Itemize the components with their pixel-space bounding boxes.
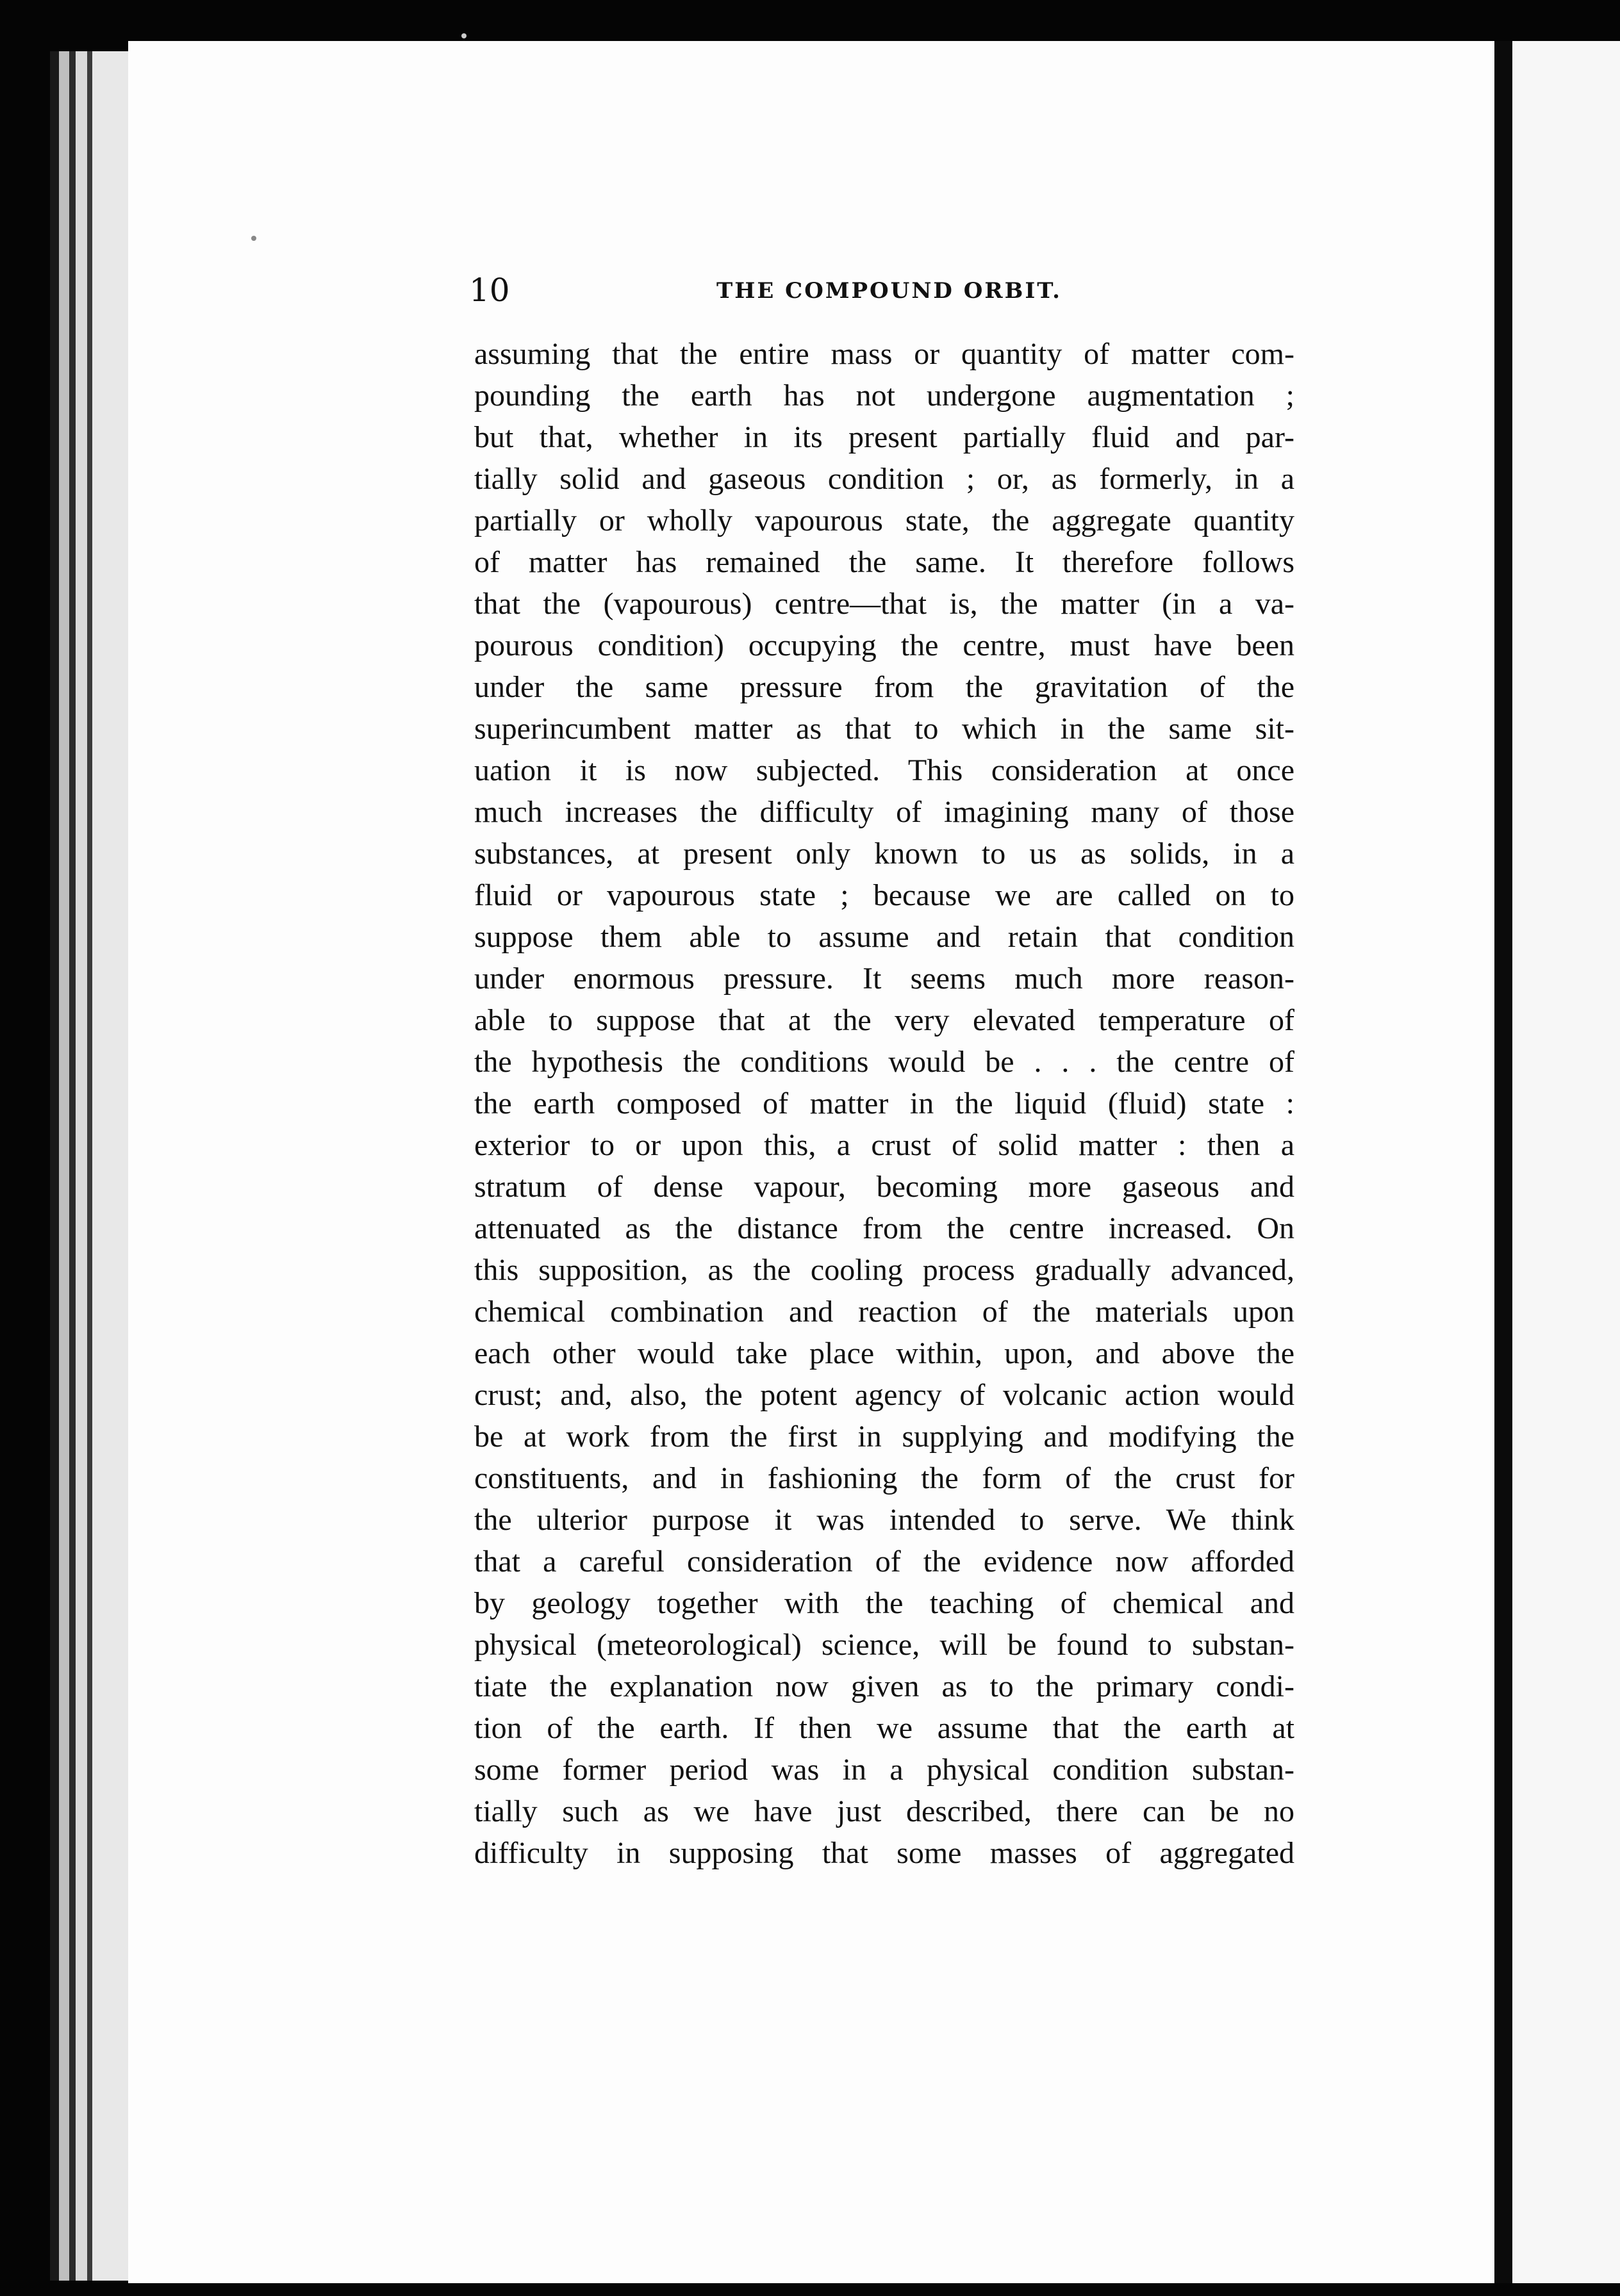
text-line: chemical combination and reaction of the materials upon xyxy=(474,1295,1294,1329)
text-line: assuming that the entire mass or quantity of matter com- xyxy=(474,337,1294,371)
text-line: much increases the difficulty of imagining many of those xyxy=(474,795,1294,829)
text-line: fluid or vapourous state ; because we are called on to xyxy=(474,878,1294,912)
text-line: able to suppose that at the very elevated temperature of xyxy=(474,1003,1294,1037)
text-line: physical (meteorological) science, will be found to substan- xyxy=(474,1628,1294,1662)
text-line: substances, at present only known to us as solids, in a xyxy=(474,837,1294,871)
text-line: suppose them able to assume and retain that condition xyxy=(474,920,1294,954)
text-line: that the (vapourous) centre—that is, the matter (in a va- xyxy=(474,587,1294,621)
text-line: pounding the earth has not undergone augmentation ; xyxy=(474,379,1294,413)
text-line: this supposition, as the cooling process gradually advanced, xyxy=(474,1253,1294,1287)
text-line: partially or wholly vapourous state, the aggregate quantity xyxy=(474,504,1294,537)
text-line: tion of the earth. If then we assume that the earth at xyxy=(474,1711,1294,1745)
text-line: be at work from the first in supplying and modifying the xyxy=(474,1420,1294,1454)
text-line: crust; and, also, the potent agency of volcanic action would xyxy=(474,1378,1294,1412)
text-line: tiate the explanation now given as to the primary condi- xyxy=(474,1669,1294,1703)
text-line: tially solid and gaseous condition ; or, as formerly, in a xyxy=(474,462,1294,496)
scan-speck xyxy=(251,236,256,241)
text-line: difficulty in supposing that some masses of aggregated xyxy=(474,1836,1294,1870)
running-title: THE COMPOUND ORBIT. xyxy=(716,278,1062,304)
text-line: some former period was in a physical condition substan- xyxy=(474,1753,1294,1787)
text-line: each other would take place within, upon, and above the xyxy=(474,1336,1294,1370)
next-page-edge xyxy=(1512,41,1620,2283)
text-line: uation it is now subjected. This consideration at once xyxy=(474,753,1294,787)
text-line: tially such as we have just described, there can be no xyxy=(474,1794,1294,1828)
text-line: under enormous pressure. It seems much more reason- xyxy=(474,962,1294,996)
text-line: by geology together with the teaching of chemical and xyxy=(474,1586,1294,1620)
scan-speck xyxy=(461,33,467,38)
text-line: but that, whether in its present partially fluid and par- xyxy=(474,420,1294,454)
text-line: stratum of dense vapour, becoming more gaseous and xyxy=(474,1170,1294,1204)
text-line: constituents, and in fashioning the form of the crust for xyxy=(474,1461,1294,1495)
running-head xyxy=(469,268,1296,313)
text-line: attenuated as the distance from the centre increased. On xyxy=(474,1211,1294,1245)
text-line: that a careful consideration of the evidence now afforded xyxy=(474,1545,1294,1578)
text-line: superincumbent matter as that to which in the same sit- xyxy=(474,712,1294,746)
text-line: of matter has remained the same. It therefore follows xyxy=(474,545,1294,579)
page-number: 10 xyxy=(469,272,510,309)
text-line: exterior to or upon this, a crust of solid matter : then a xyxy=(474,1128,1294,1162)
page-gutter xyxy=(1494,41,1512,2283)
book-binding-edge xyxy=(50,51,133,2281)
text-line: the earth composed of matter in the liquid (fluid) state : xyxy=(474,1086,1294,1120)
body-paragraph xyxy=(474,333,1294,1874)
text-line: the ulterior purpose it was intended to serve. We think xyxy=(474,1503,1294,1537)
text-line: under the same pressure from the gravitation of the xyxy=(474,670,1294,704)
text-line: pourous condition) occupying the centre, must have been xyxy=(474,628,1294,662)
text-line: the hypothesis the conditions would be . . . the centre of xyxy=(474,1045,1294,1079)
